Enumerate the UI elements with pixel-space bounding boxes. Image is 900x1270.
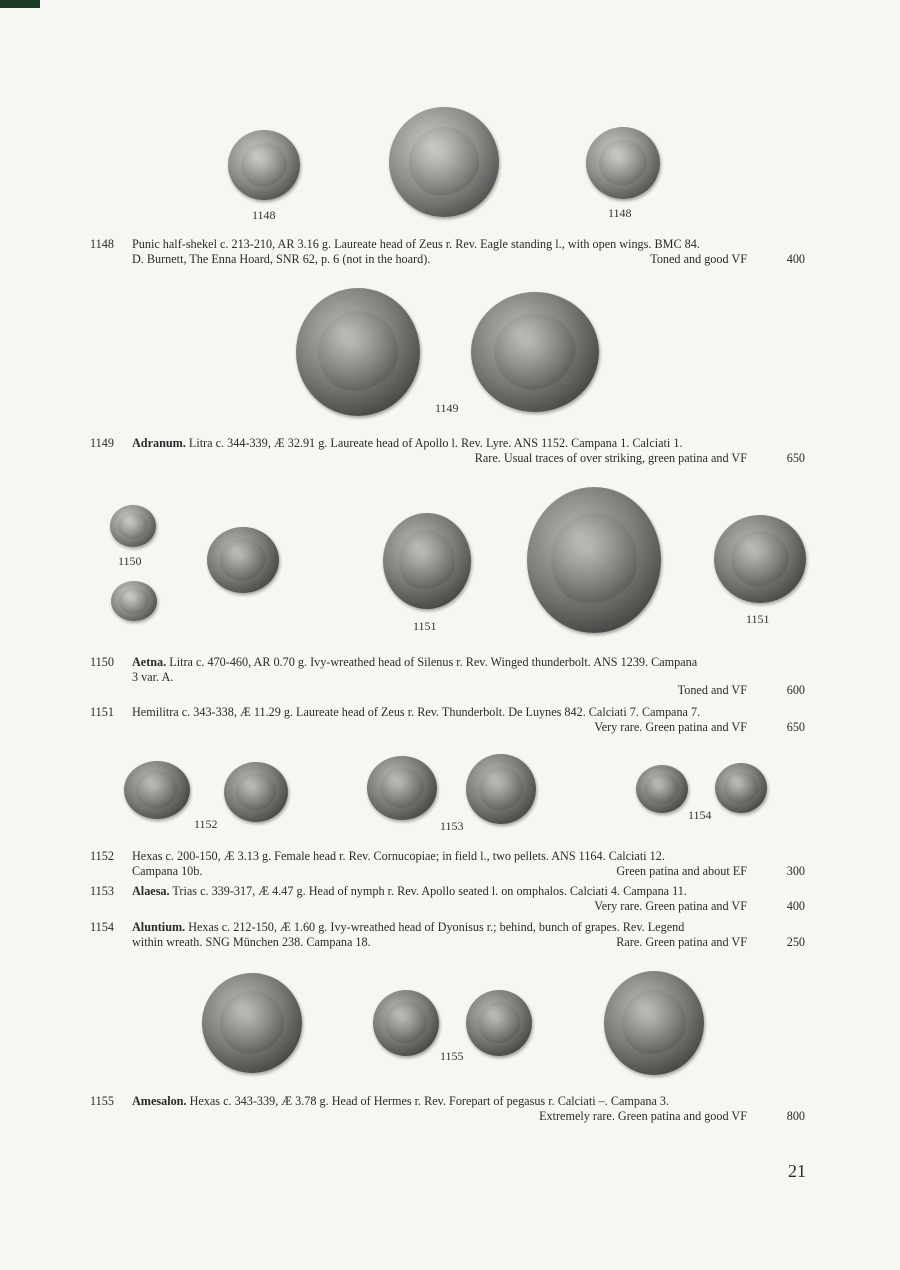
entry-condition: Rare. Usual traces of over striking, green patina and VF [474,451,747,465]
coin-1150-obverse [110,505,156,547]
entry-price: 650 [786,720,805,734]
entry-1155 [90,1094,805,1126]
entry-number: 1152 [90,849,114,863]
coin-1155-obverse-enlarged [202,973,302,1073]
entry-description-cont: D. Burnett, The Enna Hoard, SNR 62, p. 6 (not in the hoard). [132,252,431,266]
entry-1154 [90,920,805,952]
coin-1155-obverse [373,990,439,1056]
coin-1151-obverse-enlarged [527,487,661,633]
coin-1151-reverse [714,515,806,603]
coin-1148-obverse [228,130,300,200]
coin-label-1152: 1152 [194,817,218,831]
corner-mark [0,0,40,8]
coin-1149-reverse [471,292,599,412]
coin-label-1154: 1154 [688,808,712,822]
coin-label-1153: 1153 [440,819,464,833]
entry-1151 [90,705,805,737]
entry-1153 [90,884,805,916]
entry-condition: Toned and VF [677,683,747,697]
entry-number: 1151 [90,705,114,719]
coin-1154-reverse [715,763,767,813]
entry-description: Hexas c. 343-339, Æ 3.78 g. Head of Hermes r. Rev. Forepart of pegasus r. Calciati –. Campana 3. [189,1094,670,1108]
entry-number: 1153 [90,884,114,898]
entry-description: Litra c. 470-460, AR 0.70 g. Ivy-wreathed head of Silenus r. Rev. Winged thunderbolt. ANS 1239. Campana [169,655,698,669]
coin-1148-reverse [586,127,660,199]
entry-number: 1150 [90,655,114,669]
coin-1155-reverse [466,990,532,1056]
entry-description: Hemilitra c. 343-338, Æ 11.29 g. Laureate head of Zeus r. Rev. Thunderbolt. De Luynes 842. Calciati 7. Campana 7. [132,705,701,719]
entry-number: 1155 [90,1094,114,1108]
coin-label-1148b: 1148 [608,206,632,220]
entry-1148 [90,237,805,269]
entry-price: 650 [786,451,805,465]
coin-label-1151a: 1151 [413,619,437,633]
entry-description: Hexas c. 212-150, Æ 1.60 g. Ivy-wreathed head of Dyonisus r.; behind, bunch of grapes. Rev. Legend [188,920,685,934]
entry-title: Aluntium. [132,920,186,934]
page-number: 21 [788,1161,806,1181]
coin-1152-reverse [224,762,288,822]
entry-description: Punic half-shekel c. 213-210, AR 3.16 g. Laureate head of Zeus r. Rev. Eagle standing l., with open wings. BMC 84. [132,237,700,251]
coin-label-1148a: 1148 [252,208,276,222]
coin-label-1149: 1149 [435,401,459,415]
entry-condition: Green patina and about EF [616,864,747,878]
entry-1152 [90,849,805,881]
coin-label-1151b: 1151 [746,612,770,626]
entry-title: Aetna. [132,655,167,669]
coin-1151-obverse [383,513,471,609]
entry-number: 1154 [90,920,114,934]
entry-description: Litra c. 344-339, Æ 32.91 g. Laureate head of Apollo l. Rev. Lyre. ANS 1152. Campana 1. Calciati 1. [188,436,683,450]
entry-price: 800 [786,1109,805,1123]
entry-condition: Rare. Green patina and VF [616,935,747,949]
entry-1149 [90,436,805,468]
entry-1150 [90,655,805,699]
entry-description: Trias c. 339-317, Æ 4.47 g. Head of nymph r. Rev. Apollo seated l. on omphalos. Calciati 4. Campana 11. [172,884,687,898]
entry-price: 300 [786,864,805,878]
entry-description: Hexas c. 200-150, Æ 3.13 g. Female head r. Rev. Cornucopiae; in field l., two pellets. ANS 1164. Calciati 12. [132,849,665,863]
entry-condition: Very rare. Green patina and VF [594,720,747,734]
entry-title: Amesalon. [132,1094,187,1108]
entry-description-cont: within wreath. SNG München 238. Campana 18. [132,935,371,949]
entry-condition: Toned and good VF [650,252,747,266]
entry-description-cont: 3 var. A. [132,670,174,684]
coin-1148-obverse-enlarged [389,107,499,217]
entry-condition: Extremely rare. Green patina and good VF [539,1109,747,1123]
entry-condition: Very rare. Green patina and VF [594,899,747,913]
coin-label-1150: 1150 [118,554,142,568]
entry-price: 600 [786,683,805,697]
entry-number: 1148 [90,237,114,251]
entry-description-cont: Campana 10b. [132,864,203,878]
coin-1149-obverse [296,288,420,416]
entry-price: 400 [786,899,805,913]
coin-1152-obverse [124,761,190,819]
entry-price: 400 [786,252,805,266]
entry-title: Adranum. [132,436,186,450]
entry-number: 1149 [90,436,114,450]
entry-title: Alaesa. [132,884,170,898]
coin-1150-reverse [111,581,157,621]
coin-1150-obverse-enlarged [207,527,279,593]
coin-1153-reverse [466,754,536,824]
coin-1155-reverse-enlarged [604,971,704,1075]
coin-1153-obverse [367,756,437,820]
coin-label-1155: 1155 [440,1049,464,1063]
entry-price: 250 [786,935,805,949]
coin-1154-obverse [636,765,688,813]
